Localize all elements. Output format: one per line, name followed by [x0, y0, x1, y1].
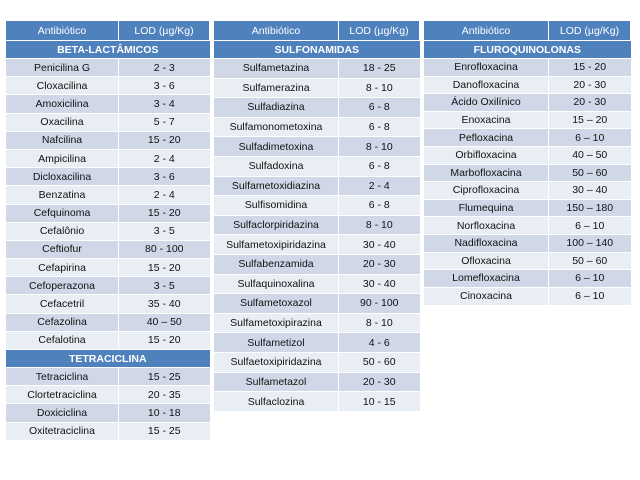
- lod-value: 40 – 50: [549, 146, 631, 164]
- antibiotic-name: Sulfaclozina: [214, 392, 339, 412]
- table-row: [214, 235, 420, 255]
- column-header-antibiotic: Antibiótico: [424, 21, 549, 41]
- table-row: [6, 149, 210, 167]
- lod-value: 10 - 18: [119, 404, 210, 422]
- antibiotic-name: Lomefloxacina: [424, 270, 549, 288]
- antibiotic-name: Cefquinoma: [6, 204, 119, 222]
- lod-value: 30 - 40: [339, 235, 420, 255]
- lod-value: 18 - 25: [339, 59, 420, 79]
- antibiotic-name: Cefoperazona: [6, 277, 119, 295]
- table-row: [214, 392, 420, 412]
- section-title: FLUROQUINOLONAS: [424, 41, 631, 59]
- antibiotic-name: Sulfametazol: [214, 372, 339, 392]
- lod-value: 6 – 10: [549, 287, 631, 305]
- table-row: [424, 182, 631, 200]
- lod-value: 50 - 60: [339, 352, 420, 372]
- table-row: [214, 156, 420, 176]
- column-header-lod: LOD (µg/Kg): [119, 21, 210, 41]
- antibiotic-name: Orbifloxacina: [424, 146, 549, 164]
- table-row: [214, 372, 420, 392]
- antibiotic-name: Ciprofloxacina: [424, 182, 549, 200]
- lod-value: 15 - 20: [119, 131, 210, 149]
- table-row: [214, 98, 420, 118]
- lod-value: 20 - 30: [549, 76, 631, 94]
- lod-value: 6 – 10: [549, 129, 631, 147]
- section-title: BETA-LACTÂMICOS: [6, 41, 210, 59]
- table-row: [214, 137, 420, 157]
- lod-value: 6 – 10: [549, 217, 631, 235]
- lod-value: 20 - 35: [119, 386, 210, 404]
- section-header-row: [424, 41, 631, 59]
- lod-value: 150 – 180: [549, 199, 631, 217]
- column-header-antibiotic: Antibiótico: [214, 21, 339, 41]
- table-row: [424, 76, 631, 94]
- table-header-row: [6, 21, 210, 41]
- table-header-row: [424, 21, 631, 41]
- table-row: [424, 111, 631, 129]
- table-row: [214, 352, 420, 372]
- table-row: [6, 186, 210, 204]
- antibiotic-name: Cefalotina: [6, 331, 119, 349]
- table-row: [424, 234, 631, 252]
- antibiotic-name: Oxacilina: [6, 113, 119, 131]
- antibiotic-name: Doxiciclina: [6, 404, 119, 422]
- lod-value: 50 – 60: [549, 164, 631, 182]
- antibiotic-name: Ceftiofur: [6, 240, 119, 258]
- antibiotic-name: Enrofloxacina: [424, 59, 549, 77]
- table-row: [6, 368, 210, 386]
- lod-value: 20 - 30: [339, 372, 420, 392]
- lod-value: 3 - 5: [119, 277, 210, 295]
- antibiotic-name: Benzatina: [6, 186, 119, 204]
- lod-value: 5 - 7: [119, 113, 210, 131]
- lod-value: 3 - 6: [119, 168, 210, 186]
- antibiotic-name: Sulfisomidina: [214, 196, 339, 216]
- antibiotic-name: Sulfabenzamida: [214, 254, 339, 274]
- lod-value: 8 - 10: [339, 137, 420, 157]
- table-row: [6, 277, 210, 295]
- antibiotic-name: Sulfamonometoxina: [214, 117, 339, 137]
- lod-value: 40 – 50: [119, 313, 210, 331]
- table-row: [214, 196, 420, 216]
- section-header-row: [6, 41, 210, 59]
- beta-lactam-tetracycline-table: [6, 21, 210, 440]
- table-row: [6, 59, 210, 77]
- lod-value: 8 - 10: [339, 215, 420, 235]
- lod-value: 6 - 8: [339, 156, 420, 176]
- lod-value: 6 - 8: [339, 98, 420, 118]
- section-title: SULFONAMIDAS: [214, 41, 420, 59]
- antibiotic-name: Norfloxacina: [424, 217, 549, 235]
- antibiotic-name: Sulfametizol: [214, 333, 339, 353]
- antibiotic-name: Pefloxacina: [424, 129, 549, 147]
- antibiotic-name: Flumequina: [424, 199, 549, 217]
- table-row: [6, 240, 210, 258]
- table-header-row: [214, 21, 420, 41]
- antibiotic-name: Sulfamerazina: [214, 78, 339, 98]
- lod-value: 2 - 4: [339, 176, 420, 196]
- antibiotic-name: Sulfametoxipirazina: [214, 313, 339, 333]
- column-header-antibiotic: Antibiótico: [6, 21, 119, 41]
- table-row: [214, 274, 420, 294]
- table-row: [6, 331, 210, 349]
- table-row: [424, 59, 631, 77]
- lod-value: 4 - 6: [339, 333, 420, 353]
- fluoroquinolone-table: [424, 21, 631, 305]
- antibiotic-name: Danofloxacina: [424, 76, 549, 94]
- table-row: [6, 422, 210, 440]
- antibiotic-name: Amoxicilina: [6, 95, 119, 113]
- table-row: [214, 215, 420, 235]
- lod-value: 20 - 30: [549, 94, 631, 112]
- antibiotic-name: Sulfametazina: [214, 59, 339, 79]
- sulfonamide-table: [214, 21, 420, 411]
- table-row: [6, 404, 210, 422]
- table-row: [214, 78, 420, 98]
- antibiotic-name: Oxitetraciclina: [6, 422, 119, 440]
- lod-value: 3 - 6: [119, 77, 210, 95]
- antibiotic-name: Cinoxacina: [424, 287, 549, 305]
- table-row: [6, 204, 210, 222]
- antibiotic-name: Marbofloxacina: [424, 164, 549, 182]
- lod-value: 15 - 20: [549, 59, 631, 77]
- antibiotic-name: Sulfadiazina: [214, 98, 339, 118]
- antibiotic-name: Ácido Oxilínico: [424, 94, 549, 112]
- antibiotic-name: Clortetraciclina: [6, 386, 119, 404]
- lod-value: 15 - 20: [119, 331, 210, 349]
- antibiotic-name: Cefazolina: [6, 313, 119, 331]
- table-row: [6, 168, 210, 186]
- lod-value: 15 – 20: [549, 111, 631, 129]
- antibiotic-name: Penicilina G: [6, 59, 119, 77]
- antibiotic-name: Nadifloxacina: [424, 234, 549, 252]
- table-row: [424, 287, 631, 305]
- section-header-row: [214, 41, 420, 59]
- lod-value: 2 - 4: [119, 149, 210, 167]
- table-row: [214, 294, 420, 314]
- antibiotic-name: Sulfadoxina: [214, 156, 339, 176]
- lod-value: 15 - 20: [119, 259, 210, 277]
- lod-value: 6 – 10: [549, 270, 631, 288]
- table-row: [6, 313, 210, 331]
- lod-value: 8 - 10: [339, 78, 420, 98]
- lod-value: 30 - 40: [339, 274, 420, 294]
- table-row: [6, 386, 210, 404]
- lod-value: 3 - 4: [119, 95, 210, 113]
- section-header-row: [6, 350, 210, 368]
- lod-value: 3 - 5: [119, 222, 210, 240]
- lod-value: 90 - 100: [339, 294, 420, 314]
- lod-value: 30 – 40: [549, 182, 631, 200]
- antibiotic-name: Cefacetril: [6, 295, 119, 313]
- lod-value: 2 - 4: [119, 186, 210, 204]
- table-row: [214, 176, 420, 196]
- antibiotic-name: Tetraciclina: [6, 368, 119, 386]
- table-row: [424, 146, 631, 164]
- table-row: [6, 113, 210, 131]
- lod-value: 20 - 30: [339, 254, 420, 274]
- lod-value: 35 - 40: [119, 295, 210, 313]
- lod-value: 100 – 140: [549, 234, 631, 252]
- table-row: [424, 270, 631, 288]
- table-row: [6, 259, 210, 277]
- table-row: [6, 95, 210, 113]
- table-row: [214, 333, 420, 353]
- antibiotic-name: Cloxacilina: [6, 77, 119, 95]
- antibiotic-name: Sulfaetoxipiridazina: [214, 352, 339, 372]
- table-row: [424, 217, 631, 235]
- lod-value: 15 - 25: [119, 422, 210, 440]
- table-row: [214, 117, 420, 137]
- table-row: [214, 313, 420, 333]
- antibiotic-name: Sulfametoxipiridazina: [214, 235, 339, 255]
- antibiotic-name: Sulfametoxidiazina: [214, 176, 339, 196]
- table-row: [6, 222, 210, 240]
- column-header-lod: LOD (µg/Kg): [339, 21, 420, 41]
- lod-value: 10 - 15: [339, 392, 420, 412]
- table-row: [6, 131, 210, 149]
- table-row: [214, 254, 420, 274]
- lod-value: 8 - 10: [339, 313, 420, 333]
- antibiotic-name: Ofloxacina: [424, 252, 549, 270]
- antibiotic-name: Sulfaclorpiridazina: [214, 215, 339, 235]
- table-row: [214, 59, 420, 79]
- lod-value: 15 - 20: [119, 204, 210, 222]
- table-row: [6, 77, 210, 95]
- antibiotic-name: Nafcilina: [6, 131, 119, 149]
- lod-value: 50 – 60: [549, 252, 631, 270]
- table-row: [424, 164, 631, 182]
- antibiotic-name: Sulfaquinoxalina: [214, 274, 339, 294]
- table-row: [424, 129, 631, 147]
- lod-value: 80 - 100: [119, 240, 210, 258]
- table-row: [424, 252, 631, 270]
- antibiotic-name: Dicloxacilina: [6, 168, 119, 186]
- lod-value: 6 - 8: [339, 196, 420, 216]
- column-header-lod: LOD (µg/Kg): [549, 21, 631, 41]
- antibiotic-name: Sulfametoxazol: [214, 294, 339, 314]
- section-title: TETRACICLINA: [6, 350, 210, 368]
- table-row: [424, 94, 631, 112]
- antibiotic-name: Sulfadimetoxina: [214, 137, 339, 157]
- antibiotic-name: Cefapirina: [6, 259, 119, 277]
- lod-value: 15 - 25: [119, 368, 210, 386]
- antibiotic-name: Enoxacina: [424, 111, 549, 129]
- table-row: [6, 295, 210, 313]
- lod-value: 2 - 3: [119, 59, 210, 77]
- antibiotic-name: Cefalônio: [6, 222, 119, 240]
- lod-value: 6 - 8: [339, 117, 420, 137]
- antibiotic-name: Ampicilina: [6, 149, 119, 167]
- table-row: [424, 199, 631, 217]
